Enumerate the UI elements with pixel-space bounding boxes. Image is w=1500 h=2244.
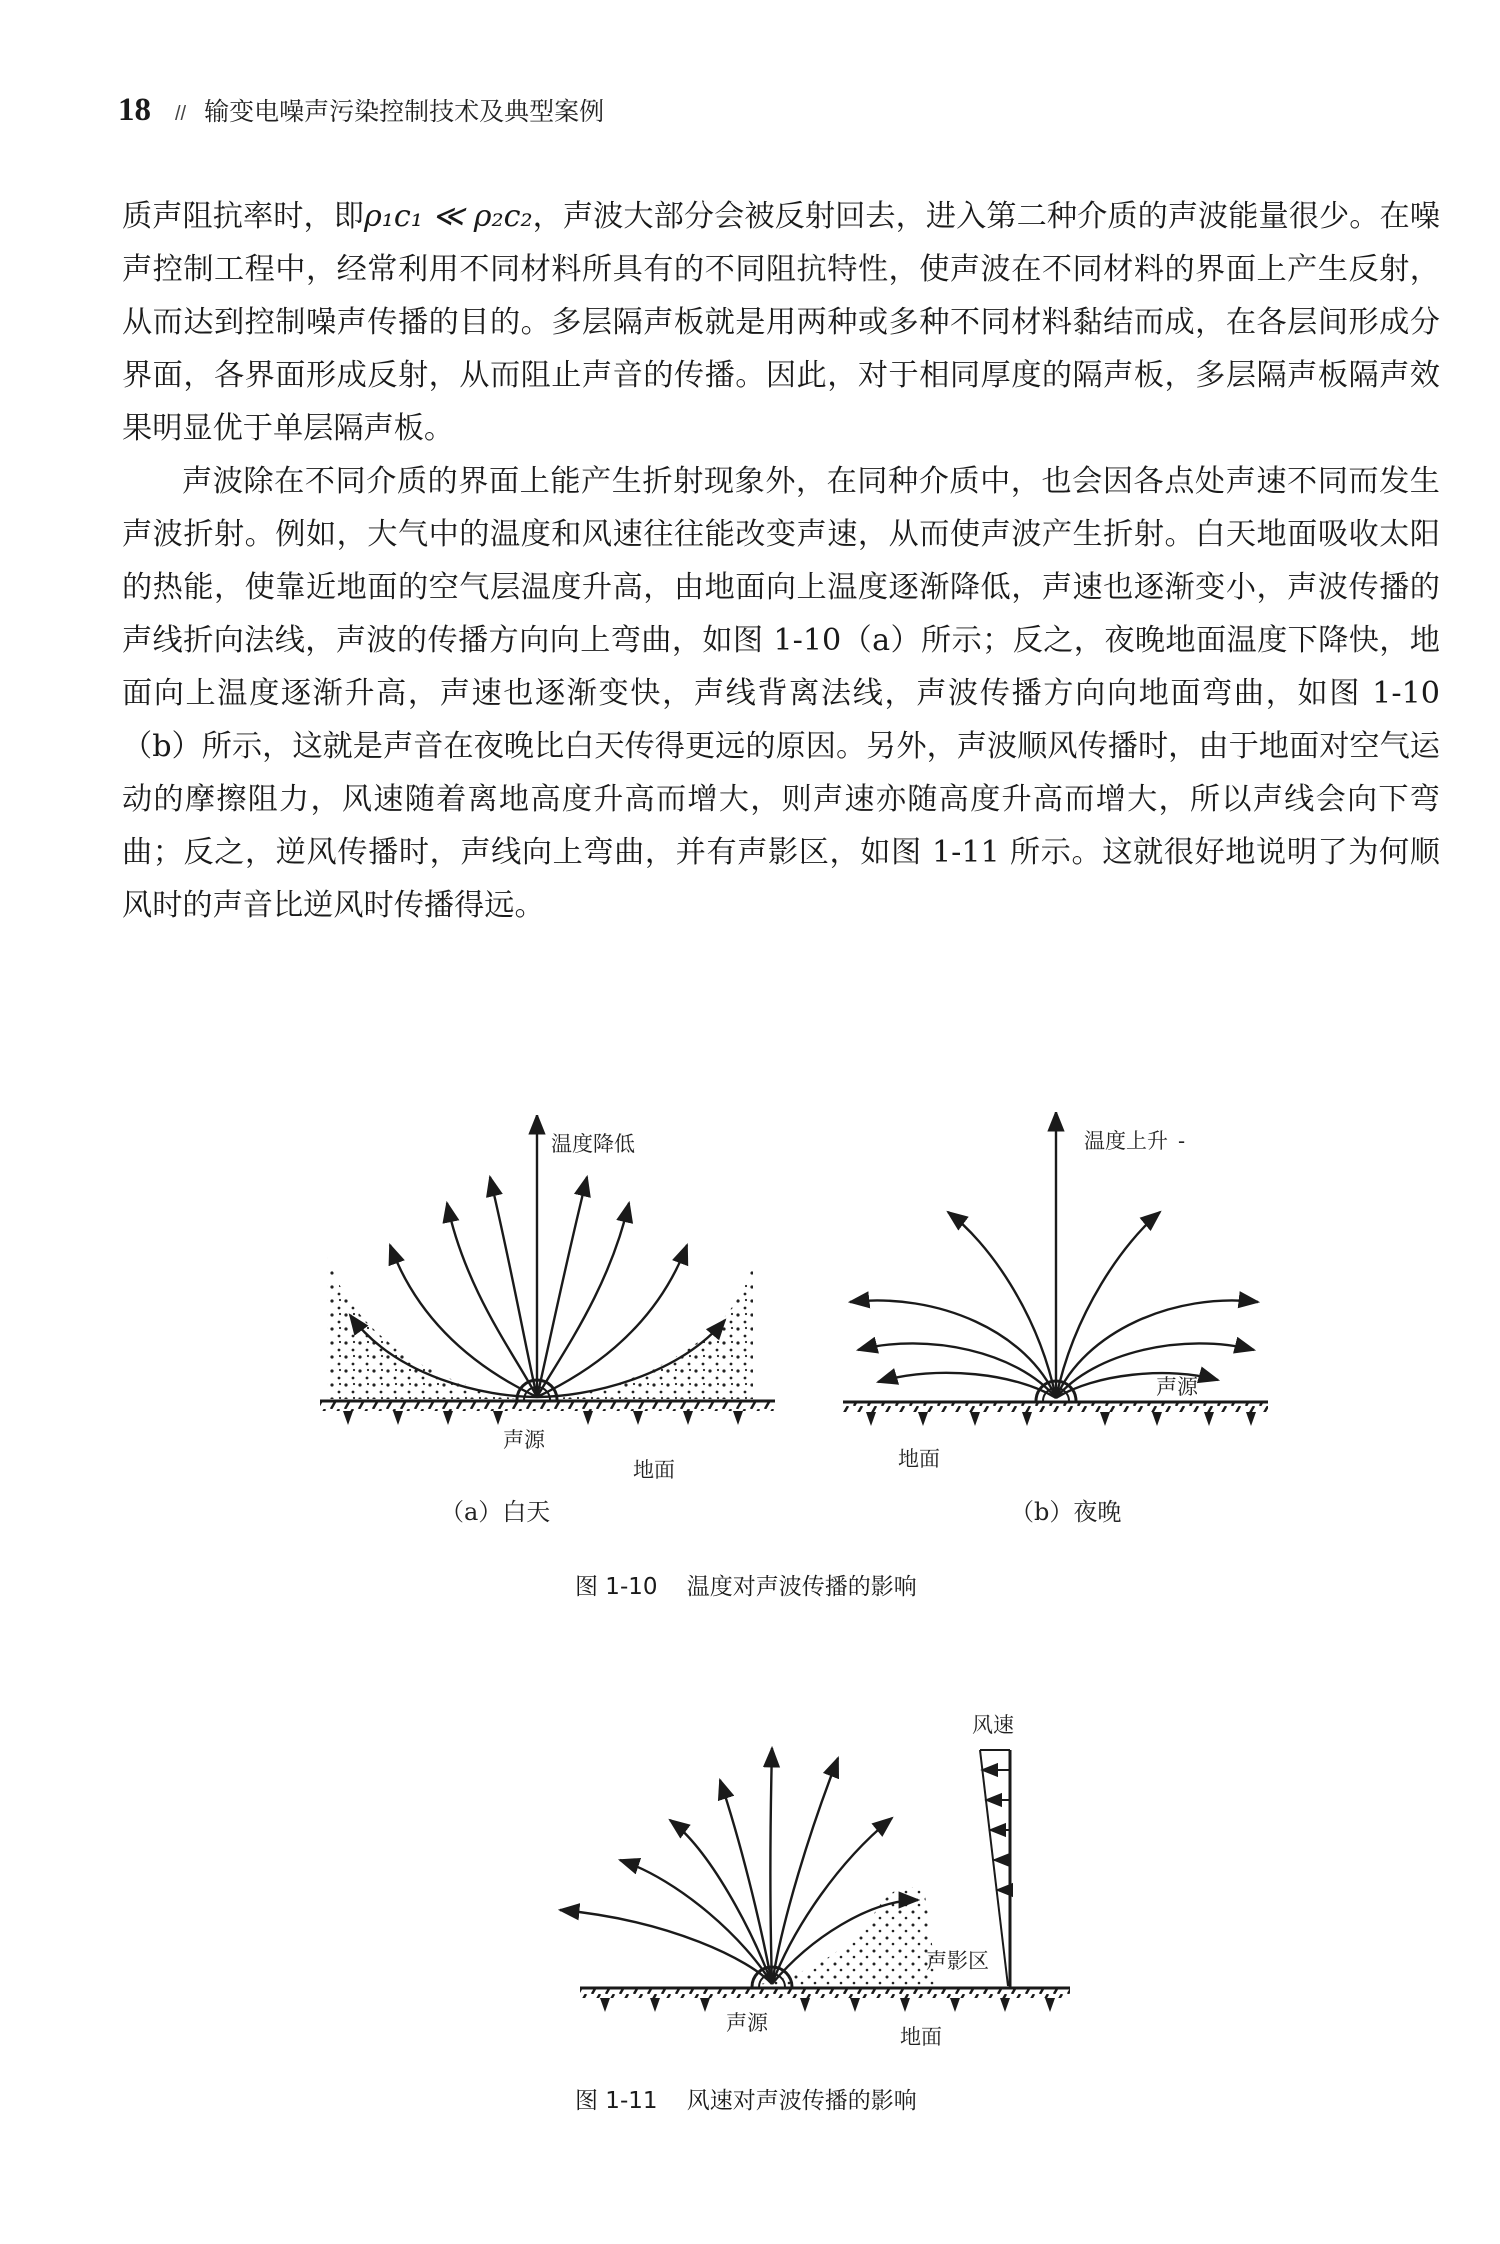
- source-label: 声源: [726, 2011, 768, 2035]
- page-header: [118, 92, 604, 132]
- paragraph-2: 声波除在不同介质的界面上能产生折射现象外，在同种介质中，也会因各点处声速不同而发生声波折射。例如，大气中的温度和风速往往能改变声速，从而使声波产生折射。白天地面吸收太阳的热能，使靠近地面的空气层温度升高，由地面向上温度逐渐降低，声速也逐渐变小，声波传播的声线折向法线，声波的传播方向向上弯曲，如图 1-10（a）所示；反之，夜晚地面温度下降快，地面向上温度逐渐升高，声速也逐渐变快，声线背离法线，声波传播方向向地面弯曲，如图 1-10（b）所示，这就是声音在夜晚比白天传得更远的原因。另外，声波顺风传播时，由于地面对空气运动的摩擦阻力，风速随着离地高度升高而增大，则声速亦随高度升高而增大，所以声线会向下弯曲；反之，逆风传播时，声线向上弯曲，并有声影区，如图 1-11 所示。这就很好地说明了为何顺风时的声音比逆风时传播得远。: [122, 464, 1440, 923]
- ray: [560, 1910, 772, 1984]
- figure-1-10b-diagram: [838, 1112, 1278, 1482]
- ray: [858, 1343, 1056, 1398]
- subcaption-b: （b）夜晚: [1010, 1498, 1122, 1526]
- paragraph-1-start: 质声阻抗率时，即: [122, 199, 364, 234]
- figure-1-10b: [838, 1112, 1278, 1482]
- shadow-zone-label: 声影区: [926, 1949, 989, 1973]
- temp-decrease-label: 温度降低: [551, 1132, 635, 1156]
- header-separator: //: [175, 103, 187, 125]
- ray: [490, 1177, 537, 1397]
- ray: [537, 1177, 587, 1397]
- figure-1-11: [520, 1700, 1080, 2060]
- ground-pegs: [600, 1998, 1055, 2012]
- ground-label: 地面: [633, 1458, 675, 1482]
- paragraph-1: [122, 190, 1440, 455]
- ground-label: 地面: [900, 2025, 942, 2049]
- ray: [537, 1203, 629, 1397]
- book-title: 输变电噪声污染控制技术及典型案例: [204, 97, 605, 126]
- source-label: 声源: [503, 1428, 545, 1452]
- temp-increase-label: 温度上升 -: [1084, 1129, 1186, 1153]
- subcaption-a: （a）白天: [440, 1498, 551, 1526]
- ray: [670, 1820, 772, 1984]
- ray: [447, 1203, 537, 1397]
- figure-1-11-caption: 图 1-11 风速对声波传播的影响: [575, 2088, 917, 2114]
- dotted-region-right: [555, 1265, 753, 1399]
- source-label: 声源: [1156, 1375, 1198, 1399]
- page-number: 18: [118, 92, 151, 128]
- ray: [1056, 1343, 1254, 1398]
- ray: [878, 1373, 1056, 1398]
- figure-1-10a: [315, 1115, 785, 1485]
- sound-rays: [350, 1115, 725, 1397]
- figure-1-10a-diagram: [315, 1115, 785, 1485]
- figure-1-10-caption: 图 1-10 温度对声波传播的影响: [575, 1574, 917, 1600]
- wind-speed-label: 风速: [972, 1713, 1014, 1737]
- body-text: [122, 190, 1440, 932]
- figure-1-11-diagram: [520, 1700, 1080, 2060]
- ground-pegs: [866, 1412, 1256, 1426]
- ground-label: 地面: [898, 1447, 940, 1471]
- ray: [771, 1748, 773, 1984]
- dotted-region-left: [327, 1255, 515, 1399]
- paragraph-1-rest: ，声波大部分会被反射回去，进入第二种介质的声波能量很少。在噪声控制工程中，经常利用不同材料所具有的不同阻抗特性，使声波在不同材料的界面上产生反射，从而达到控制噪声传播的目的。多层隔声板就是用两种或多种不同材料黏结而成，在各层间形成分界面，各界面形成反射，从而阻止声音的传播。因此，对于相同厚度的隔声板，多层隔声板隔声效果明显优于单层隔声板。: [122, 199, 1440, 446]
- sound-rays: [850, 1112, 1258, 1398]
- ground-pegs: [343, 1411, 743, 1425]
- impedance-formula: ρ₁c₁ ≪ ρ₂c₂: [363, 199, 533, 234]
